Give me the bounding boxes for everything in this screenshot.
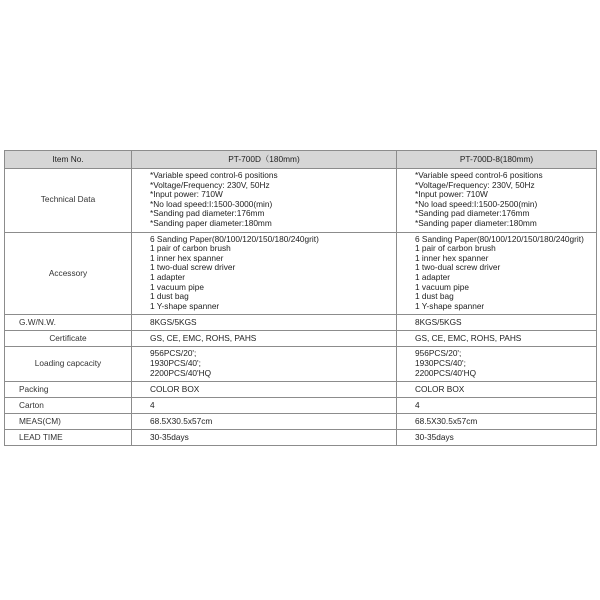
cell-lead-time-b: 30-35days (397, 430, 597, 446)
list-item: *No load speed:I:1500-2500(min) (415, 198, 538, 209)
row-label-certificate: Certificate (5, 331, 132, 347)
list-item: 1 Y-shape spanner (150, 300, 220, 311)
list-item: 2200PCS/40'HQ (415, 367, 477, 378)
cell-meas-b: 68.5X30.5x57cm (397, 414, 597, 430)
list-item: 1 two-dual screw driver (415, 262, 501, 273)
cell-gw-nw-a: 8KGS/5KGS (132, 315, 397, 331)
cell-gw-nw-b: 8KGS/5KGS (397, 315, 597, 331)
row-label-meas: MEAS(CM) (5, 414, 132, 430)
cell-technical-data-a (132, 169, 397, 233)
row-label-accessory: Accessory (5, 232, 132, 315)
row-label-carton: Carton (5, 398, 132, 414)
list-item: 1 dust bag (150, 291, 189, 302)
header-model-b: PT-700D-8(180mm) (397, 151, 597, 169)
header-item-no: Item No. (5, 151, 132, 169)
row-label-lead-time: LEAD TIME (5, 430, 132, 446)
list-item: 2200PCS/40'HQ (150, 367, 212, 378)
table-body (5, 169, 597, 446)
table-row-lead-time (5, 430, 597, 446)
table-row-packing (5, 382, 597, 398)
list-item: 6 Sanding Paper(80/100/120/150/180/240grit) (150, 233, 319, 244)
row-label-technical-data: Technical Data (5, 169, 132, 233)
list-item: 956PCS/20'; (415, 348, 462, 359)
list-item: 1 adapter (150, 271, 186, 282)
list-item: *Voltage/Frequency: 230V, 50Hz (415, 179, 535, 190)
cell-packing-a: COLOR BOX (132, 382, 397, 398)
row-label-gw-nw: G.W/N.W. (5, 315, 132, 331)
header-row (5, 151, 597, 169)
list-item: 1 Y-shape spanner (415, 300, 485, 311)
list-item: *No load speed:I:1500-3000(min) (150, 198, 273, 209)
table-row-certificate (5, 331, 597, 347)
list-item: *Voltage/Frequency: 230V, 50Hz (150, 179, 270, 190)
list-item: *Input power: 710W (150, 189, 223, 200)
list-item: *Input power: 710W (415, 189, 488, 200)
row-label-packing: Packing (5, 382, 132, 398)
cell-certificate-b: GS, CE, EMC, ROHS, PAHS (397, 331, 597, 347)
list-item: 1 two-dual screw driver (150, 262, 236, 273)
cell-certificate-a: GS, CE, EMC, ROHS, PAHS (132, 331, 397, 347)
list-item: 956PCS/20'; (150, 348, 197, 359)
table-row-gw-nw (5, 315, 597, 331)
cell-meas-a: 68.5X30.5x57cm (132, 414, 397, 430)
cell-packing-b: COLOR BOX (397, 382, 597, 398)
list-item: 1 inner hex spanner (150, 252, 224, 263)
header-model-a: PT-700D（180mm) (132, 151, 397, 169)
list-item: 1930PCS/40'; (150, 357, 201, 368)
list-item: 1 dust bag (415, 291, 454, 302)
cell-accessory-a (132, 232, 397, 315)
list-item: 1930PCS/40'; (415, 357, 466, 368)
cell-loading-capacity-a (132, 347, 397, 382)
cell-carton-a: 4 (132, 398, 397, 414)
table-row-technical-data (5, 169, 597, 233)
list-item: *Sanding paper diameter:180mm (150, 217, 272, 228)
cell-lead-time-a: 30-35days (132, 430, 397, 446)
cell-loading-capacity-b (397, 347, 597, 382)
table-row-carton (5, 398, 597, 414)
table-header (5, 151, 597, 169)
list-item: 1 pair of carbon brush (150, 243, 231, 254)
list-item: 1 vacuum pipe (150, 281, 204, 292)
row-label-loading-capacity: Loading capcacity (5, 347, 132, 382)
list-item: 6 Sanding Paper(80/100/120/150/180/240grit) (415, 233, 584, 244)
cell-carton-b: 4 (397, 398, 597, 414)
cell-accessory-b (397, 232, 597, 315)
cell-technical-data-b (397, 169, 597, 233)
list-item: *Sanding pad diameter:176mm (415, 208, 530, 219)
list-item: 1 adapter (415, 271, 451, 282)
list-item: *Variable speed control-6 positions (150, 170, 278, 180)
list-item: *Sanding pad diameter:176mm (150, 208, 265, 219)
list-item: *Sanding paper diameter:180mm (415, 217, 537, 228)
table-row-loading-capacity (5, 347, 597, 382)
list-item: *Variable speed control-6 positions (415, 170, 543, 180)
list-item: 1 vacuum pipe (415, 281, 469, 292)
list-item: 1 pair of carbon brush (415, 243, 496, 254)
table-row-accessory (5, 232, 597, 315)
table-row-meas (5, 414, 597, 430)
list-item: 1 inner hex spanner (415, 252, 489, 263)
spec-table (4, 150, 597, 446)
